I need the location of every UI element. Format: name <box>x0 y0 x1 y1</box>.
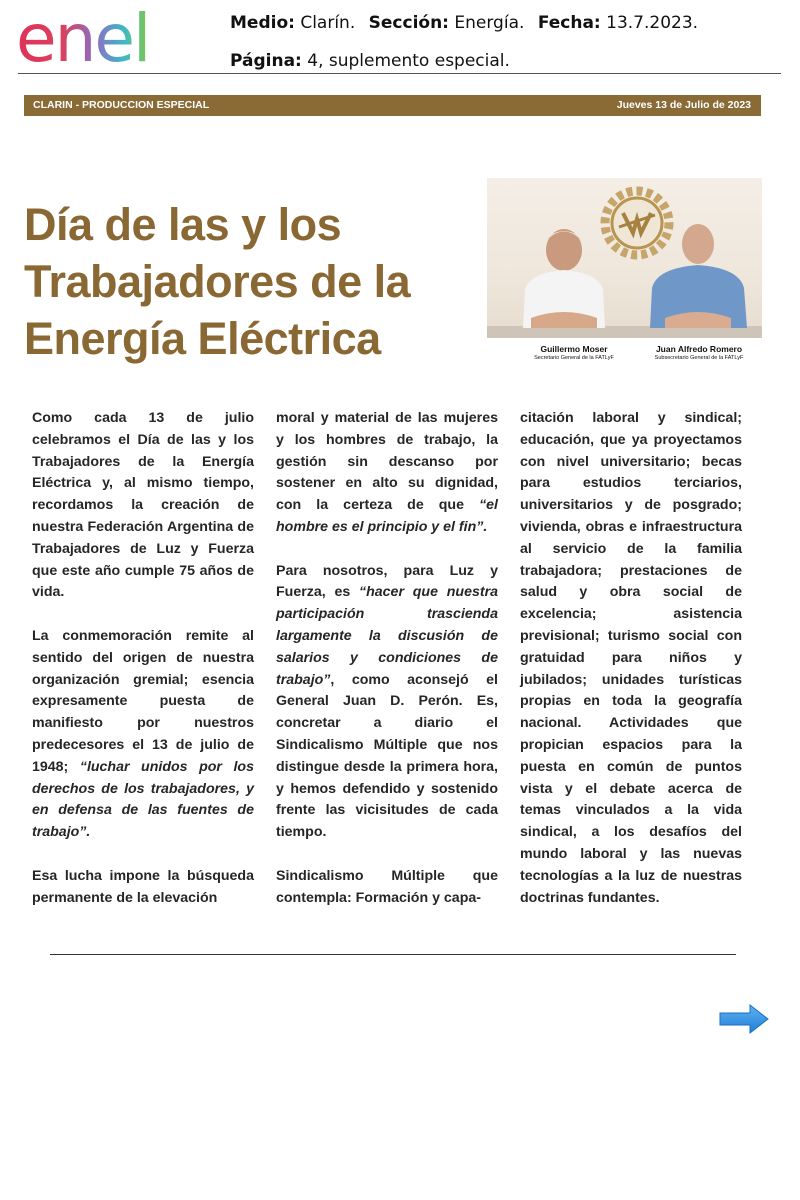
headline-line-2: Trabajadores de la <box>24 256 411 307</box>
medio-label: Medio: <box>230 13 295 33</box>
caption-person-1 <box>528 344 620 361</box>
pagina-value: 4, suplemento especial. <box>307 51 510 71</box>
meta-line-1 <box>230 4 698 42</box>
col2-p1-text: moral y material de las mujeres y los hombres de trabajo, la gestión sin descanso por sostener en alto su dignidad, con la certeza de que <box>276 410 498 514</box>
newspaper-band <box>24 95 761 116</box>
fecha-value: 13.7.2023. <box>606 13 699 33</box>
col2-paragraph-3: Sindicalismo Múltiple que contempla: Formación y capa- <box>276 867 498 906</box>
enel-logo <box>16 6 186 70</box>
medio-value: Clarín. <box>300 13 356 33</box>
col2-paragraph-1 <box>276 408 498 539</box>
enel-logo-icon <box>16 6 186 70</box>
headline-line-3: Energía Eléctrica <box>24 313 381 364</box>
col2-paragraph-2 <box>276 561 498 844</box>
col1-paragraph-2 <box>32 626 254 844</box>
seccion-label: Sección: <box>368 13 449 33</box>
seccion-value: Energía. <box>454 13 525 33</box>
col2-p2-text: Para nosotros, para Luz y Fuerza, es <box>276 562 498 601</box>
article-headline <box>24 196 484 367</box>
person-1-figure <box>523 229 605 328</box>
person-1-role: Secretario General de la FATLyF <box>534 355 614 361</box>
caption-person-2 <box>638 344 760 361</box>
col1-paragraph-1: Como cada 13 de julio celebramos el Día de las y los Trabajadores de la Energía Eléctrica y, al mismo tiempo, recordamos la creación de nuestra Federación Argentina de Trabajadores de Luz y Fuerza que este año cumple 75 años de vida. <box>32 410 254 601</box>
logo-text: enel <box>16 6 150 70</box>
person-1-name: Guillermo Moser <box>540 344 608 354</box>
col1-p2-quote: “luchar unidos por los derechos de los trabajadores, y en defensa de las fuentes de trabajo”. <box>32 758 254 841</box>
fatlyf-emblem-icon <box>605 191 669 255</box>
article-column-2 <box>276 408 498 931</box>
person-2-name: Juan Alfredo Romero <box>655 344 743 354</box>
col2-p1-quote: “el hombre es el principio y el fin”. <box>276 497 498 535</box>
col2-p2-text-end: , como aconsejó el General Juan D. Perón. Es, concretar a diario el Sindicalismo Múltiple que nos distingue desde la primera hora, y hemos defendido y sostenido frente las vicisitudes de cada tiempo. <box>276 671 498 841</box>
band-publication: CLARIN - PRODUCCION ESPECIAL <box>33 99 210 111</box>
person-2-figure <box>650 224 747 328</box>
leaders-photo <box>487 178 762 338</box>
footer-divider <box>50 954 736 955</box>
article-column-3 <box>520 408 742 931</box>
col1-p2-text: La conmemoración remite al sentido del origen de nuestra organización gremial; esencia expresamente puesta de manifiesto por nuestros predecesores el 13 de julio de 1948; <box>32 627 254 775</box>
headline-line-1: Día de las y los <box>24 199 342 250</box>
col2-p2-quote: “hacer que nuestra participación trascienda largamente la discusión de salarios y condiciones de trabajo” <box>276 584 498 688</box>
photo-illustration <box>487 178 762 338</box>
right-arrow-icon[interactable] <box>718 1003 770 1035</box>
meta-line-2 <box>230 42 698 80</box>
fecha-label: Fecha: <box>537 13 601 33</box>
person-2-role: Subsecretario General de la FATLyF <box>654 355 744 361</box>
header-divider <box>18 73 781 74</box>
article-column-1 <box>32 408 254 931</box>
pagina-label: Página: <box>230 51 302 71</box>
clipping-metadata <box>230 4 698 80</box>
col1-paragraph-3: Esa lucha impone la búsqueda permanente de la elevación <box>32 867 254 906</box>
col3-paragraph-1: citación laboral y sindical; educación, que ya proyectamos con nivel universitario; becas para estudios terciarios, universitarios y de posgrado; vivienda, obras e infraestructura al servicio de la familia trabajadora; prestaciones de salud y obra social de excelencia; asistencia previsional; turismo social con gratuidad para niños y jubilados; unidades turísticas propias en toda la geografía nacional. Actividades que propician espacios para la puesta en común de puntos vista y el debate acerca de temas vinculados a la vida sindical, a los desafíos del mundo laboral y las nuevas tecnologías a la luz de nuestras doctrinas fundantes. <box>520 410 742 906</box>
next-page-button[interactable] <box>718 1003 770 1035</box>
band-date: Jueves 13 de Julio de 2023 <box>616 99 751 111</box>
